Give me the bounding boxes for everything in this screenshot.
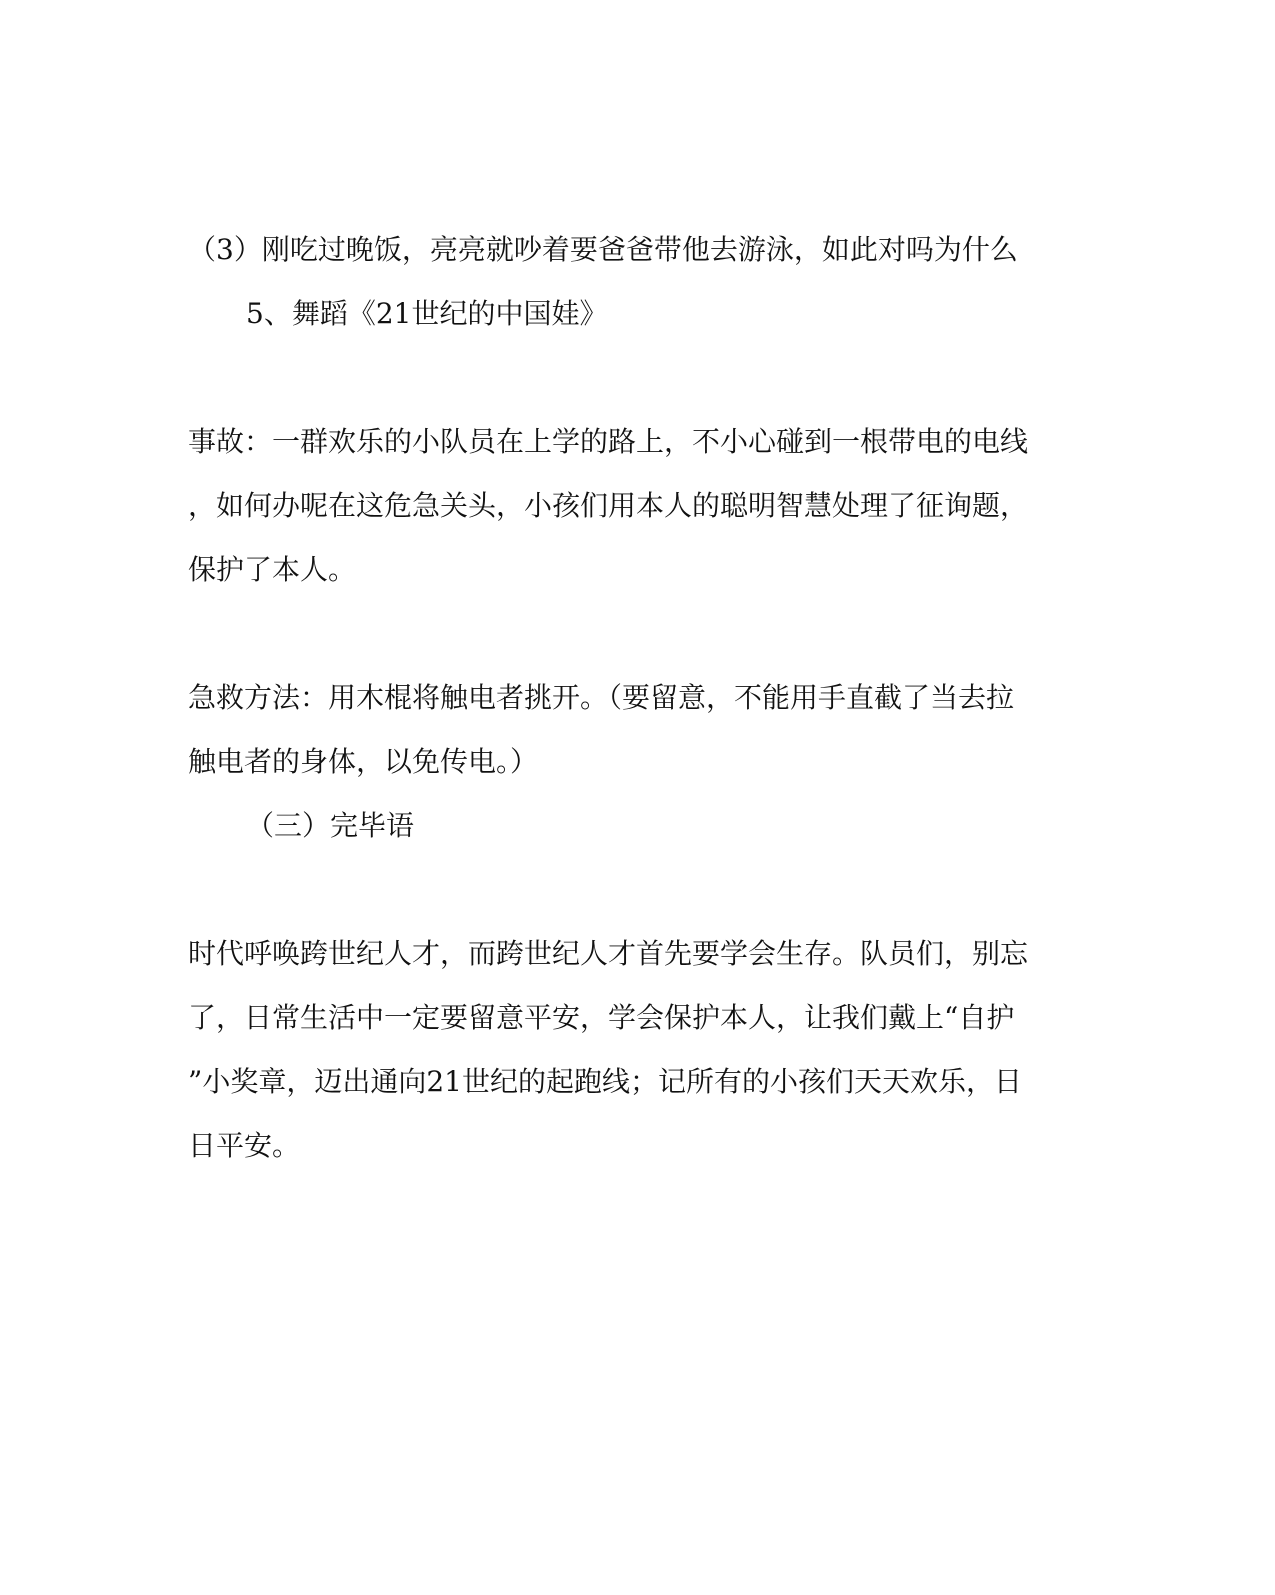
closing-paragraph-line-2: 了，日常生活中一定要留意平安，学会保护本人，让我们戴上“自护 xyxy=(188,1001,1015,1034)
accident-paragraph-line-1: 事故：一群欢乐的小队员在上学的路上，不小心碰到一根带电的电线 xyxy=(188,425,1029,458)
closing-paragraph-line-3: ”小奖章，迈出通向21世纪的起跑线；记所有的小孩们天天欢乐，日 xyxy=(188,1065,1022,1098)
dance-item-line: 5、舞蹈《21世纪的中国娃》 xyxy=(246,297,608,330)
accident-paragraph-line-2: ，如何办呢在这危急关头，小孩们用本人的聪明智慧处理了征询题， xyxy=(188,489,1029,522)
question-3-line: （3）刚吃过晚饭，亮亮就吵着要爸爸带他去游泳，如此对吗为什么 xyxy=(188,233,1018,266)
closing-heading: （三）完毕语 xyxy=(246,809,415,842)
first-aid-paragraph-line-1: 急救方法：用木棍将触电者挑开。（要留意，不能用手直截了当去拉 xyxy=(188,681,1015,714)
closing-paragraph-line-4: 日平安。 xyxy=(188,1129,301,1162)
first-aid-paragraph-line-2: 触电者的身体，以免传电。） xyxy=(188,745,539,778)
closing-paragraph-line-1: 时代呼唤跨世纪人才，而跨世纪人才首先要学会生存。队员们，别忘 xyxy=(188,937,1029,970)
accident-paragraph-line-3: 保护了本人。 xyxy=(188,553,357,586)
